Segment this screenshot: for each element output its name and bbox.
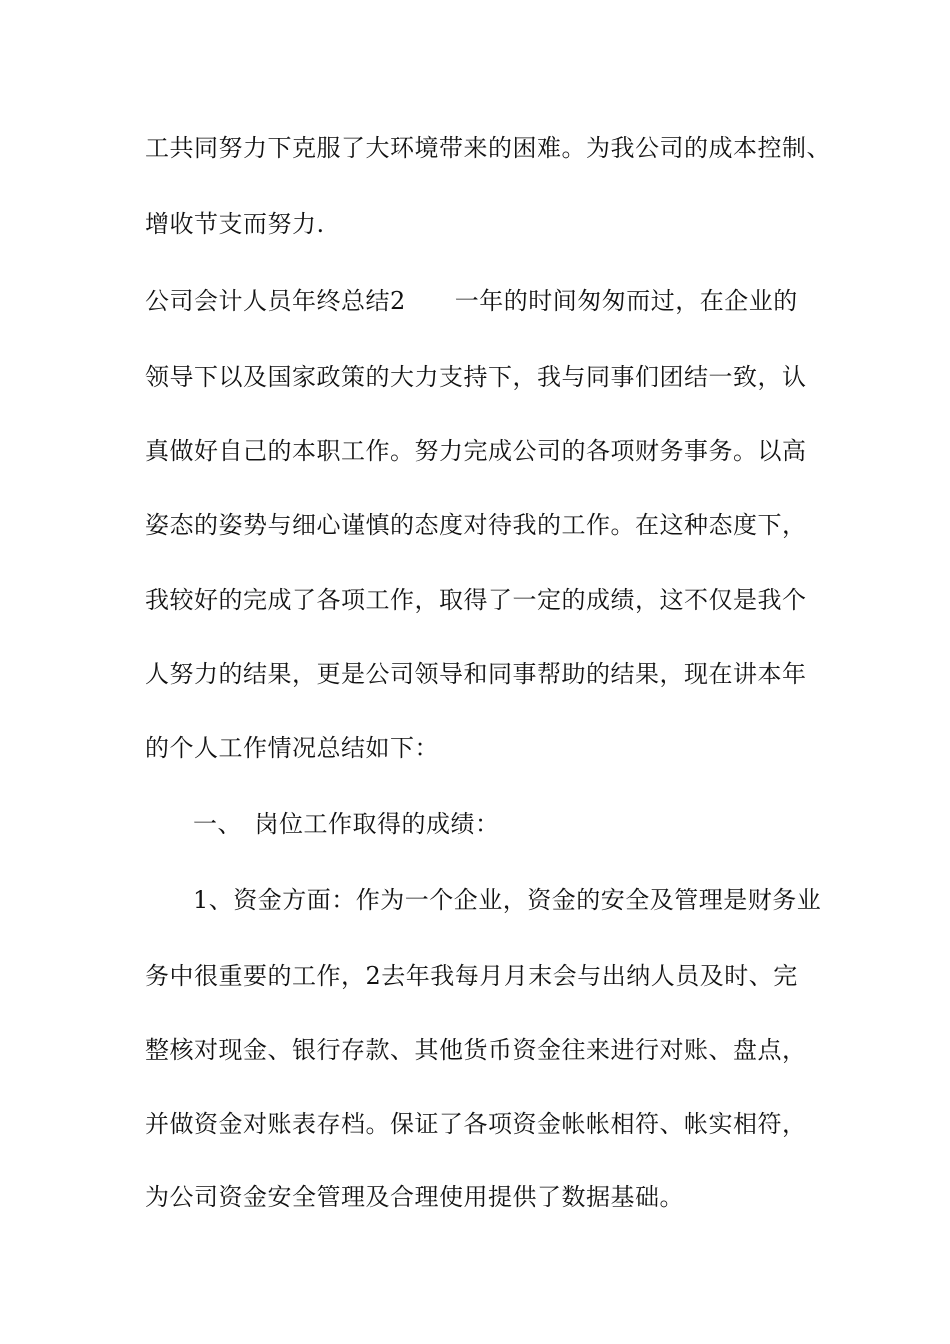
- text-line-4: 领导下以及国家政策的大力支持下，我与同事们团结一致，认: [145, 363, 807, 391]
- text-line-2: 增收节支而努力.: [145, 210, 325, 238]
- text-line-9: 的个人工作情况总结如下：: [145, 734, 439, 762]
- text-line-14: 并做资金对账表存档。保证了各项资金帐帐相符、帐实相符，: [145, 1110, 807, 1138]
- text-line-11: 1、资金方面：作为一个企业，资金的安全及管理是财务业: [193, 886, 822, 914]
- text-line-6: 姿态的姿势与细心谨慎的态度对待我的工作。在这种态度下，: [145, 511, 807, 539]
- text-line-15: 为公司资金安全管理及合理使用提供了数据基础。: [145, 1183, 684, 1211]
- text-line-1: 工共同努力下克服了大环境带来的困难。为我公司的成本控制、: [145, 134, 831, 162]
- text-line-13: 整核对现金、银行存款、其他货币资金往来进行对账、盘点，: [145, 1036, 807, 1064]
- text-line-7: 我较好的完成了各项工作，取得了一定的成绩，这不仅是我个: [145, 586, 807, 614]
- text-line-5: 真做好自己的本职工作。努力完成公司的各项财务事务。以高: [145, 437, 807, 465]
- text-line-8: 人努力的结果，更是公司领导和同事帮助的结果，现在讲本年: [145, 660, 807, 688]
- text-line-3: 公司会计人员年终总结2 一年的时间匆匆而过，在企业的: [145, 287, 798, 315]
- section-heading: 一、 岗位工作取得的成绩：: [193, 810, 500, 838]
- text-line-12: 务中很重要的工作，2去年我每月月末会与出纳人员及时、完: [145, 962, 798, 990]
